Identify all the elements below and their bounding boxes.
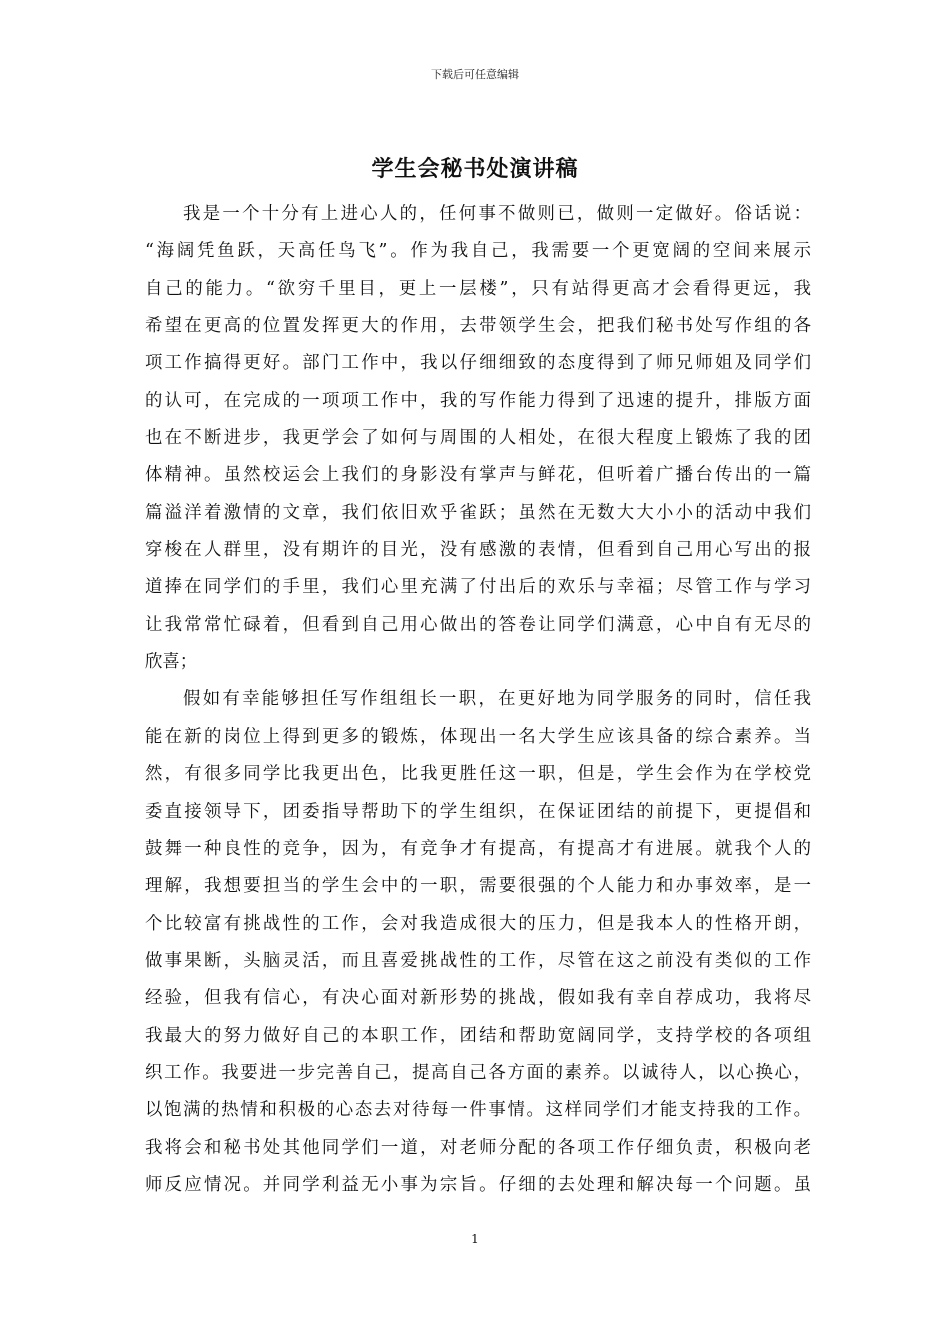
text-line: 织工作。我要进一步完善自己，提高自己各方面的素养。以诚待人，以心换心， bbox=[145, 1062, 811, 1083]
text-line: 能在新的岗位上得到更多的锻炼，体现出一名大学生应该具备的综合素养。当 bbox=[145, 726, 811, 747]
text-line: 也在不断进步，我更学会了如何与周围的人相处，在很大程度上锻炼了我的团 bbox=[145, 428, 811, 449]
text-line: 篇溢洋着激情的文章，我们依旧欢乎雀跃；虽然在无数大大小小的活动中我们 bbox=[145, 502, 811, 523]
text-line: 的认可，在完成的一项项工作中，我的写作能力得到了迅速的提升，排版方面 bbox=[145, 390, 811, 411]
page-header: 下载后可任意编辑 bbox=[431, 68, 519, 81]
text-line: 项工作搞得更好。部门工作中，我以仔细细致的态度得到了师兄师姐及同学们 bbox=[145, 353, 811, 374]
page-number: 1 bbox=[471, 1232, 479, 1246]
document-body bbox=[145, 196, 811, 1204]
text-line: 以饱满的热情和积极的心态去对待每一件事情。这样同学们才能支持我的工作。 bbox=[145, 1100, 811, 1121]
text-line: 做事果断，头脑灵活，而且喜爱挑战性的工作，尽管在这之前没有类似的工作 bbox=[145, 950, 811, 971]
text-line: 希望在更高的位置发挥更大的作用，去带领学生会，把我们秘书处写作组的各 bbox=[145, 316, 811, 337]
text-line: “海阔凭鱼跃，天高任鸟飞”。作为我自己，我需要一个更宽阔的空间来展示 bbox=[145, 241, 811, 262]
document-title: 学生会秘书处演讲稿 bbox=[371, 156, 579, 182]
text-line: 个比较富有挑战性的工作，会对我造成很大的压力，但是我本人的性格开朗， bbox=[145, 913, 811, 934]
text-line: 道捧在同学们的手里，我们心里充满了付出后的欢乐与幸福；尽管工作与学习 bbox=[145, 577, 811, 598]
text-line: 委直接领导下，团委指导帮助下的学生组织，在保证团结的前提下，更提倡和 bbox=[145, 801, 811, 822]
text-line: 假如有幸能够担任写作组组长一职，在更好地为同学服务的同时，信任我 bbox=[183, 689, 811, 710]
text-line: 我是一个十分有上进心人的，任何事不做则已，做则一定做好。俗话说： bbox=[183, 204, 811, 224]
text-line: 让我常常忙碌着，但看到自己用心做出的答卷让同学们满意，心中自有无尽的 bbox=[145, 614, 811, 635]
text-line: 鼓舞一种良性的竞争，因为，有竞争才有提高，有提高才有进展。就我个人的 bbox=[145, 838, 811, 859]
text-line: 师反应情况。并同学利益无小事为宗旨。仔细的去处理和解决每一个问题。虽 bbox=[145, 1174, 811, 1195]
text-line: 自己的能力。“欲穷千里目，更上一层楼”，只有站得更高才会看得更远，我 bbox=[145, 278, 811, 299]
text-line: 穿梭在人群里，没有期许的目光，没有感激的表情，但看到自己用心写出的报 bbox=[145, 540, 811, 561]
text-line: 我将会和秘书处其他同学们一道，对老师分配的各项工作仔细负责，积极向老 bbox=[145, 1137, 811, 1158]
text-line: 体精神。虽然校运会上我们的身影没有掌声与鲜花，但听着广播台传出的一篇 bbox=[145, 465, 811, 486]
text-line: 欣喜； bbox=[145, 652, 198, 673]
text-line: 然，有很多同学比我更出色，比我更胜任这一职，但是，学生会作为在学校党 bbox=[145, 764, 811, 785]
text-line: 理解，我想要担当的学生会中的一职，需要很强的个人能力和办事效率，是一 bbox=[145, 876, 811, 897]
text-line: 经验，但我有信心，有决心面对新形势的挑战，假如我有幸自荐成功，我将尽 bbox=[145, 988, 811, 1009]
text-line: 我最大的努力做好自己的本职工作，团结和帮助宽阔同学，支持学校的各项组 bbox=[145, 1025, 811, 1046]
